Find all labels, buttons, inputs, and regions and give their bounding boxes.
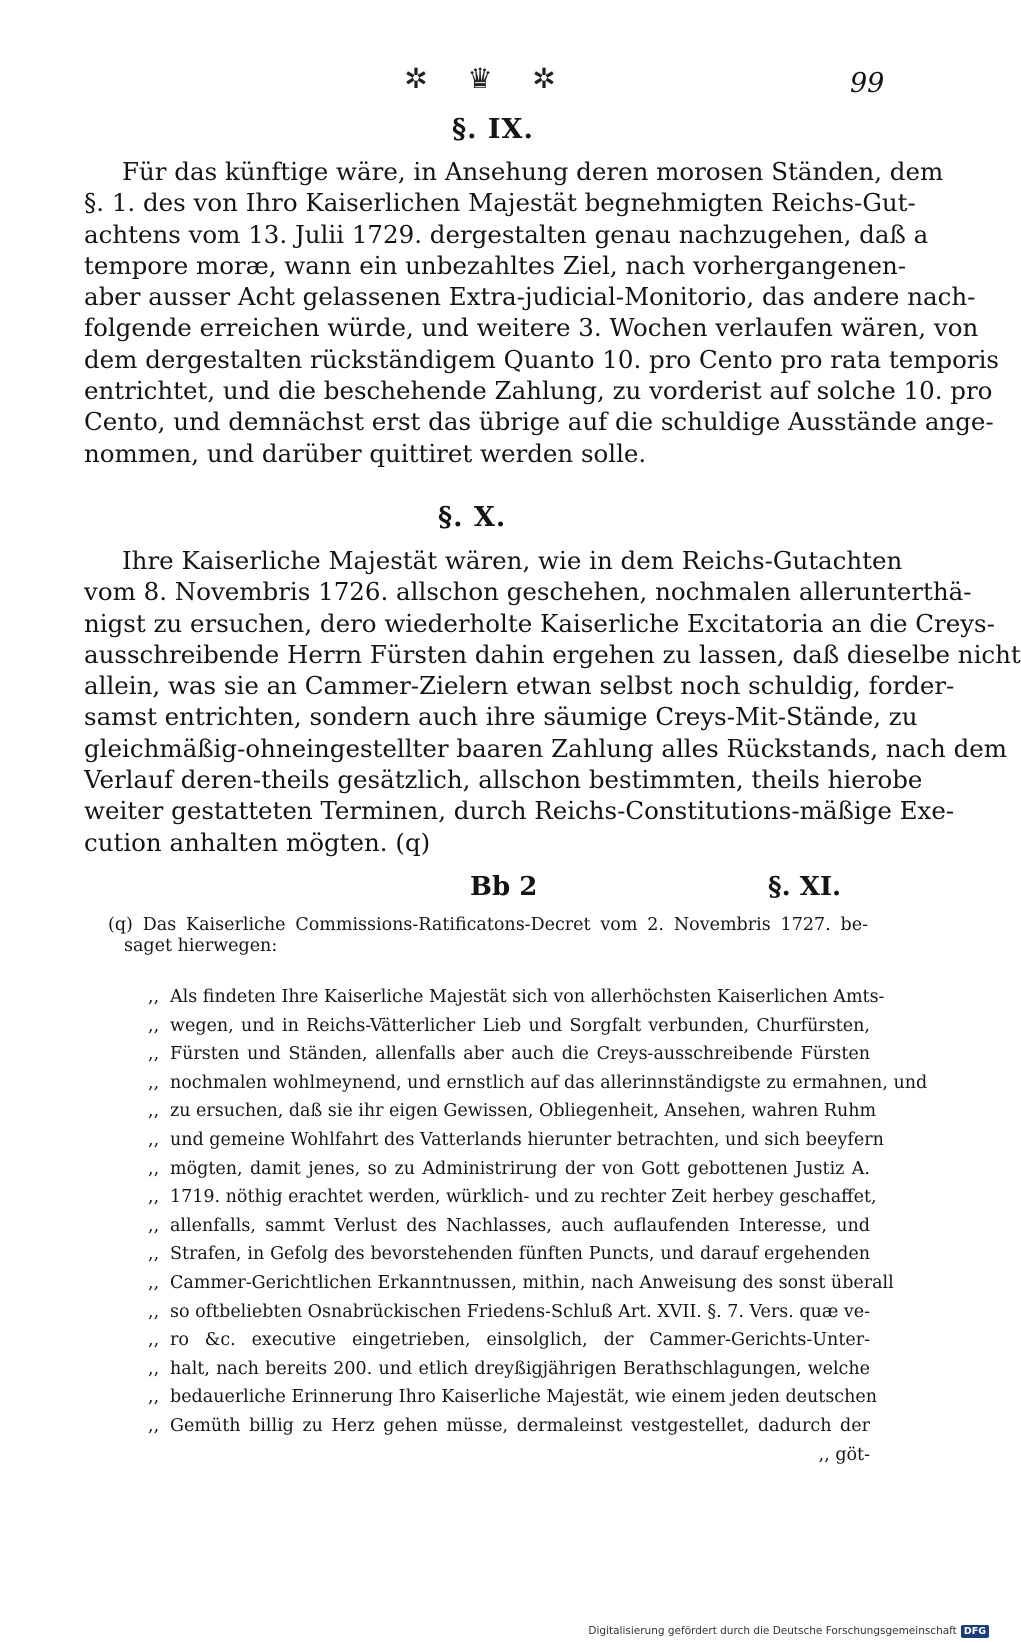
text-line: achtens vom 13. Julii 1729. dergestalten genau nachzugehen, daß a — [84, 219, 929, 249]
page-number: 99 — [850, 68, 885, 99]
quote-line: ,, Cammer-Gerichtlichen Erkanntnussen, mithin, nach Anweisung des sonst überall — [148, 1272, 894, 1293]
text-line: vom 8. Novembris 1726. allschon geschehen, nochmalen allerunterthä- — [84, 577, 972, 607]
text-line: allein, was sie an Cammer-Zielern etwan selbst noch schuldig, forder- — [84, 671, 955, 701]
quote-line: ,, Als findeten Ihre Kaiserliche Majestät sich von allerhöchsten Kaiserlichen Amts- — [148, 987, 885, 1007]
quote-line: ,, Fürsten und Ständen, allenfalls aber auch die Creys-ausschreibende Fürsten — [148, 1044, 870, 1065]
section-x-paragraph — [84, 545, 1021, 858]
dfg-logo: DFG — [961, 1625, 989, 1638]
crown-ornament-icon: ♛ — [467, 62, 493, 95]
signature-mark: Bb 2 — [470, 872, 538, 902]
text-line: ausschreibende Herrn Fürsten dahin ergehen zu lassen, daß dieselbe nicht — [84, 639, 1021, 669]
digitization-credit — [577, 1622, 989, 1640]
credit-text: Digitalisierung gefördert durch die Deutsche Forschungsgemeinschaft — [588, 1625, 957, 1637]
section-ix-paragraph — [84, 156, 999, 469]
footnote-catchword: ,, göt- — [818, 1444, 870, 1465]
text-line: Cento, und demnächst erst das übrige auf die schuldige Ausstände ange- — [84, 407, 994, 437]
flower-ornament-icon: ✲ — [532, 62, 556, 95]
quote-line: ,, Strafen, in Gefolg des bevorstehenden fünften Puncts, und darauf ergehenden — [148, 1244, 870, 1265]
page-header — [0, 62, 1000, 102]
quote-line: ,, halt, nach bereits 200. und etlich dreyßigjährigen Berathschlagungen, welche — [148, 1358, 870, 1379]
signature-line — [0, 870, 1000, 910]
text-line: samst entrichten, sondern auch ihre säumige Creys-Mit-Stände, zu — [84, 702, 918, 732]
quote-line: ,, nochmalen wohlmeynend, und ernstlich auf das allerinnständigste zu ermahnen, und — [148, 1072, 928, 1093]
quote-line: ,, wegen, und in Reichs-Vätterlicher Lieb und Sorgfalt verbunden, Churfürsten, — [148, 1015, 870, 1036]
text-line: weiter gestatteten Terminen, durch Reichs-Constitutions-mäßige Exe- — [84, 796, 955, 826]
text-line: Verlauf deren-theils gesätzlich, allschon bestimmten, theils hierobe — [84, 765, 923, 795]
footnote-quote — [148, 983, 928, 1469]
text-line: cution anhalten mögten. (q) — [84, 827, 431, 857]
text-line: Ihre Kaiserliche Majestät wären, wie in dem Reichs-Gutachten — [122, 546, 903, 575]
catchword: §. XI. — [768, 872, 842, 902]
header-ornaments — [398, 62, 562, 95]
text-line: Für das künftige wäre, in Ansehung deren morosen Ständen, dem — [122, 157, 944, 186]
quote-line: ,, allenfalls, sammt Verlust des Nachlasses, auch auflaufenden Interesse, und — [148, 1215, 870, 1236]
text-line: nigst zu ersuchen, dero wiederholte Kaiserliche Excitatoria an die Creys- — [84, 608, 995, 638]
text-line: §. 1. des von Ihro Kaiserlichen Majestät begnehmigten Reichs-Gut- — [84, 188, 916, 218]
text-line: gleichmäßig-ohneingestellter baaren Zahlung alles Rückstands, nach dem — [84, 733, 1007, 763]
quote-line: ,, zu ersuchen, daß sie ihr eigen Gewissen, Obliegenheit, Ansehen, wahren Ruhm — [148, 1101, 877, 1122]
flower-ornament-icon: ✲ — [404, 62, 428, 95]
quote-line: ,, Gemüth billig zu Herz gehen müsse, dermaleinst vestgestellet, dadurch der — [148, 1415, 870, 1436]
quote-line: ,, mögten, damit jenes, so zu Administrirung der von Gott gebottenen Justiz A. — [148, 1158, 870, 1179]
section-heading-ix: §. IX. — [452, 114, 534, 145]
quote-line: ,, so oftbeliebten Osnabrückischen Friedens-Schluß Art. XVII. §. 7. Vers. quæ ve- — [148, 1301, 870, 1322]
footnote-line: saget hierwegen: — [124, 936, 278, 956]
quote-line: ,, ro &c. executive eingetrieben, einsolglich, der Cammer-Gerichts-Unter- — [148, 1330, 870, 1351]
section-heading-x: §. X. — [438, 502, 507, 533]
text-line: nommen, und darüber quittiret werden solle. — [84, 438, 647, 468]
footnote-line: (q) Das Kaiserliche Commissions-Ratificatons-Decret vom 2. Novembris 1727. be- — [108, 915, 868, 935]
text-line: aber ausser Acht gelassenen Extra-judicial-Monitorio, das andere nach- — [84, 282, 976, 312]
text-line: tempore moræ, wann ein unbezahltes Ziel, nach vorhergangenen- — [84, 250, 907, 280]
quote-line: ,, und gemeine Wohlfahrt des Vatterlands hierunter betrachten, und sich beeyfern — [148, 1129, 884, 1150]
text-line: entrichtet, und die beschehende Zahlung, zu vorderist auf solche 10. pro — [84, 376, 993, 406]
text-line: dem dergestalten rückständigem Quanto 10. pro Cento pro rata temporis — [84, 344, 999, 374]
footnote — [108, 915, 868, 957]
quote-line: ,, 1719. nöthig erachtet werden, würklich- und zu rechter Zeit herbey geschaffet, — [148, 1187, 877, 1208]
text-line: folgende erreichen würde, und weitere 3. Wochen verlaufen wären, von — [84, 313, 979, 343]
quote-line: ,, bedauerliche Erinnerung Ihro Kaiserliche Majestät, wie einem jeden deutschen — [148, 1387, 878, 1408]
